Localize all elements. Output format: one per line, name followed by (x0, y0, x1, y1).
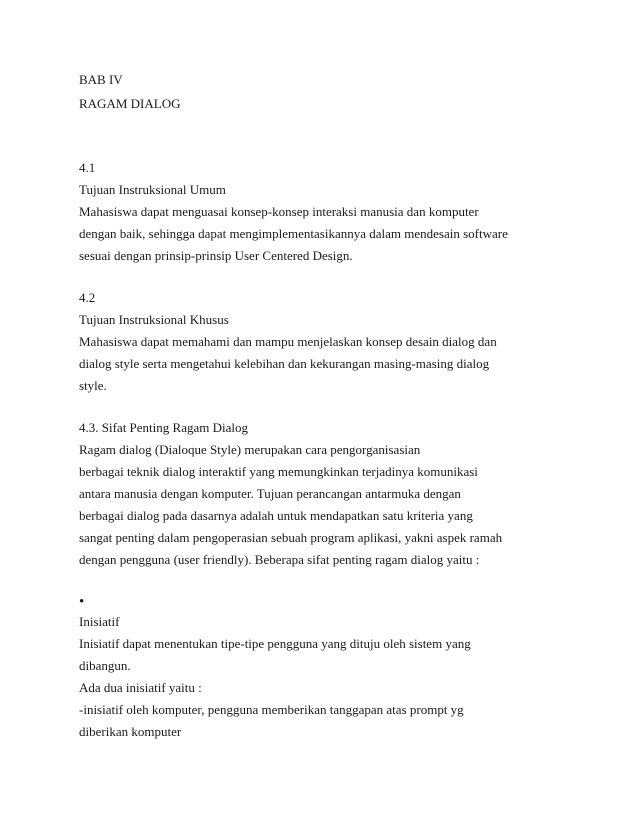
paragraph-line: sangat penting dalam pengoperasian sebuah program aplikasi, yakni aspek ramah (79, 530, 503, 545)
paragraph-line: antara manusia dengan komputer. Tujuan perancangan antarmuka dengan (79, 486, 461, 501)
section-heading: 4.3. Sifat Penting Ragam Dialog (79, 420, 248, 435)
paragraph-line: Inisiatif dapat menentukan tipe-tipe pengguna yang dituju oleh sistem yang (79, 636, 471, 651)
section-number: 4.2 (79, 290, 96, 305)
paragraph-line: dengan baik, sehingga dapat mengimplementasikannya dalam mendesain software (79, 226, 508, 241)
paragraph-line: diberikan komputer (79, 724, 182, 739)
section-heading: Tujuan Instruksional Umum (79, 182, 226, 197)
chapter-title: RAGAM DIALOG (79, 96, 181, 111)
paragraph-line: Ada dua inisiatif yaitu : (79, 680, 202, 695)
paragraph-line: dengan pengguna (user friendly). Beberapa sifat penting ragam dialog yaitu : (79, 552, 480, 567)
paragraph-line: berbagai dialog pada dasarnya adalah untuk mendapatkan satu kriteria yang (79, 508, 473, 523)
section-heading: Tujuan Instruksional Khusus (79, 312, 229, 327)
paragraph-line: Mahasiswa dapat memahami dan mampu menjelaskan konsep desain dialog dan (79, 334, 497, 349)
paragraph-line: Ragam dialog (Dialoque Style) merupakan cara pengorganisasian (79, 442, 421, 457)
list-item-title: Inisiatif (79, 614, 120, 629)
paragraph-line: -inisiatif oleh komputer, pengguna memberikan tanggapan atas prompt yg (79, 702, 464, 717)
paragraph-line: dialog style serta mengetahui kelebihan dan kekurangan masing-masing dialog (79, 356, 490, 371)
paragraph-line: sesuai dengan prinsip-prinsip User Centered Design. (79, 248, 353, 263)
paragraph-line: berbagai teknik dialog interaktif yang memungkinkan terjadinya komunikasi (79, 464, 478, 479)
paragraph-line: style. (79, 378, 107, 393)
section-number: 4.1 (79, 160, 96, 175)
chapter-number: BAB IV (79, 72, 123, 87)
paragraph-line: dibangun. (79, 658, 131, 673)
bullet-icon: • (79, 594, 85, 610)
paragraph-line: Mahasiswa dapat menguasai konsep-konsep interaksi manusia dan komputer (79, 204, 479, 219)
